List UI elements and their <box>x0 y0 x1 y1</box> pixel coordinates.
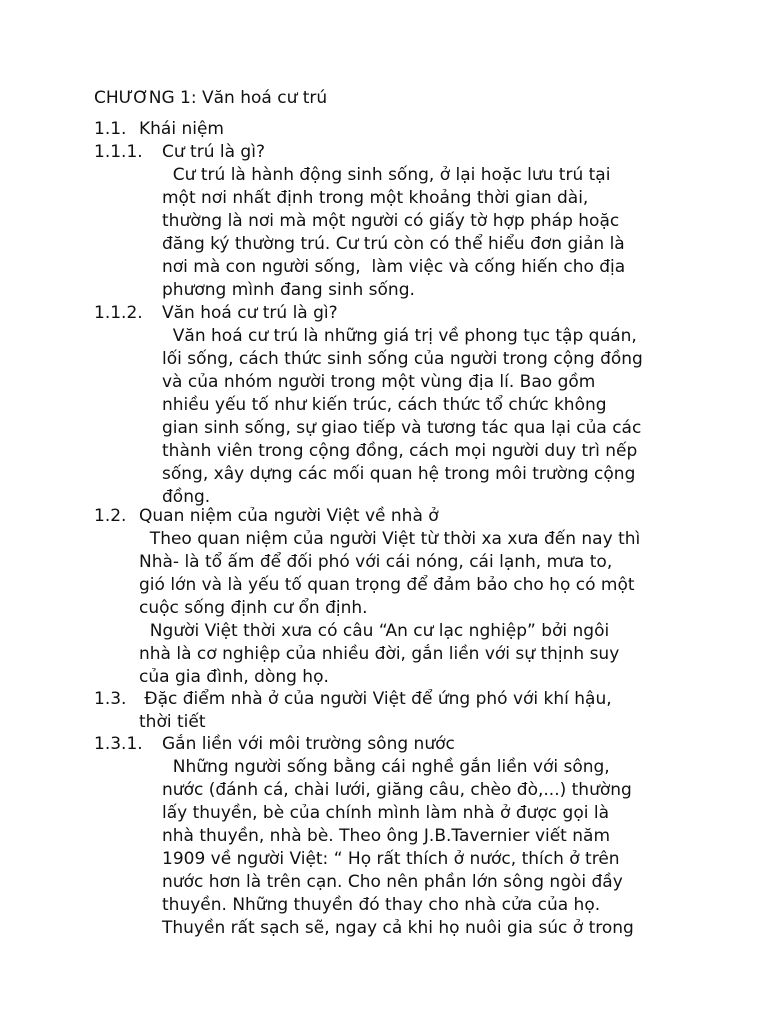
section-number: 1.3. <box>94 689 127 709</box>
paragraph-line: Cư trú là hành động sinh sống, ở lại hoặc lưu trú tại <box>162 165 611 185</box>
section-heading: Khái niệm <box>139 119 224 139</box>
subsection-number: 1.1.2. <box>94 303 143 323</box>
section-heading: thời tiết <box>139 712 206 732</box>
paragraph-line: một nơi nhất định trong một khoảng thời gian dài, <box>162 188 589 208</box>
paragraph-line: nước hơn là trên cạn. Cho nên phần lớn sông ngòi đầy <box>162 872 623 892</box>
subsection-heading: Văn hoá cư trú là gì? <box>162 303 338 323</box>
paragraph-line: thường là nơi mà một người có giấy tờ hợp pháp hoặc <box>162 211 620 231</box>
paragraph-line: Thuyền rất sạch sẽ, ngay cả khi họ nuôi gia súc ở trong <box>162 918 634 938</box>
paragraph-line: đăng ký thường trú. Cư trú còn có thể hiểu đơn giản là <box>162 234 625 254</box>
section-heading: Đặc điểm nhà ở của người Việt để ứng phó với khí hậu, <box>139 689 612 709</box>
subsection-heading: Cư trú là gì? <box>162 142 265 162</box>
paragraph-line: Văn hoá cư trú là những giá trị về phong tục tập quán, <box>162 326 637 346</box>
chapter-title: CHƯƠNG 1: Văn hoá cư trú <box>94 88 328 108</box>
paragraph-line: Theo quan niệm của người Việt từ thời xa xưa đến nay thì <box>139 529 641 549</box>
paragraph-line: nơi mà con người sống, làm việc và cống hiến cho địa <box>162 257 626 277</box>
paragraph-line: sống, xây dựng các mối quan hệ trong môi trường cộng <box>162 464 636 484</box>
paragraph-line: Nhà- là tổ ấm để đối phó với cái nóng, cái lạnh, mưa to, <box>139 552 613 572</box>
section-number: 1.1. <box>94 119 127 139</box>
paragraph-line: thành viên trong cộng đồng, cách mọi người duy trì nếp <box>162 441 638 461</box>
paragraph-line: và của nhóm người trong một vùng địa lí. Bao gồm <box>162 372 596 392</box>
paragraph-line: gian sinh sống, sự giao tiếp và tương tác qua lại của các <box>162 418 642 438</box>
subsection-heading: Gắn liền với môi trường sông nước <box>162 734 455 754</box>
paragraph-line: lấy thuyền, bè của chính mình làm nhà ở được gọi là <box>162 803 610 823</box>
paragraph-line: nhiều yếu tố như kiến trúc, cách thức tổ chức không <box>162 395 607 415</box>
section-heading: Quan niệm của người Việt về nhà ở <box>139 506 439 526</box>
subsection-number: 1.3.1. <box>94 734 143 754</box>
paragraph-line: Người Việt thời xưa có câu “An cư lạc nghiệp” bởi ngôi <box>139 621 610 641</box>
section-number: 1.2. <box>94 506 127 526</box>
paragraph-line: đồng. <box>162 487 211 507</box>
paragraph-line: phương mình đang sinh sống. <box>162 280 415 300</box>
paragraph-line: thuyền. Những thuyền đó thay cho nhà cửa của họ. <box>162 895 601 915</box>
paragraph-line: Những người sống bằng cái nghề gắn liền với sông, <box>162 757 610 777</box>
paragraph-line: lối sống, cách thức sinh sống của người trong cộng đồng <box>162 349 643 369</box>
paragraph-line: nhà là cơ nghiệp của nhiều đời, gắn liền với sự thịnh suy <box>139 644 620 664</box>
paragraph-line: gió lớn và là yếu tố quan trọng để đảm bảo cho họ có một <box>139 575 635 595</box>
subsection-number: 1.1.1. <box>94 142 143 162</box>
paragraph-line: 1909 về người Việt: “ Họ rất thích ở nước, thích ở trên <box>162 849 620 869</box>
paragraph-line: nước (đánh cá, chài lưới, giăng câu, chèo đò,...) thường <box>162 780 632 800</box>
paragraph-line: cuộc sống định cư ổn định. <box>139 598 368 618</box>
paragraph-line: nhà thuyền, nhà bè. Theo ông J.B.Tavernier viết năm <box>162 826 611 846</box>
paragraph-line: của gia đình, dòng họ. <box>139 667 329 687</box>
